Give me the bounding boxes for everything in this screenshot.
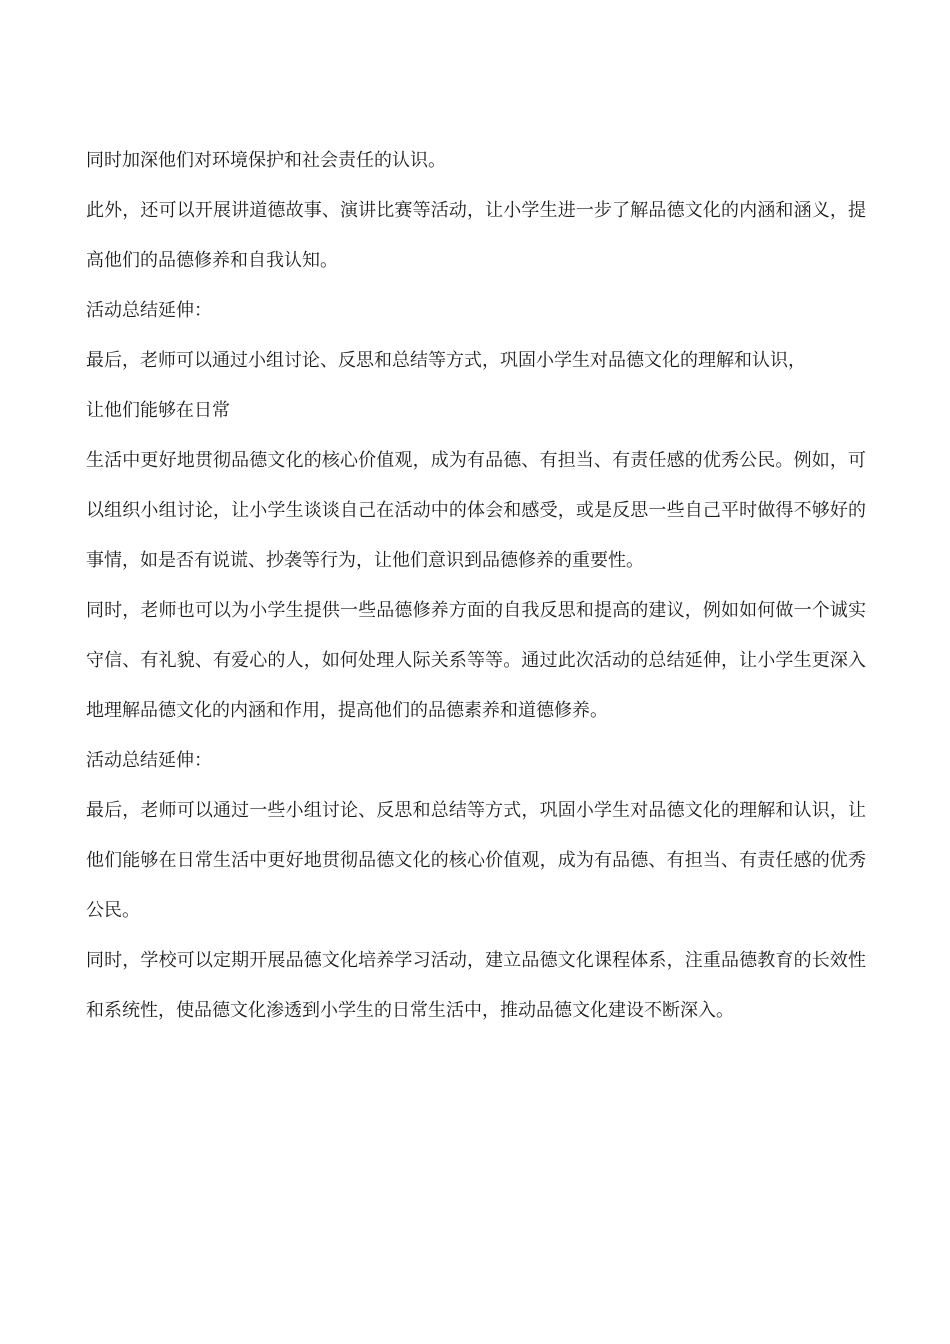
paragraph-daily-life-values: 生活中更好地贯彻品德文化的核心价值观，成为有品德、有担当、有责任感的优秀公民。例如，可以组织小组讨论，让小学生谈谈自己在活动中的体会和感受，或是反思一些自己平时做得不够好的事情，如是否有说谎、抄袭等行为，让他们意识到品德修养的重要性。 (86, 450, 866, 571)
paragraph-self-reflection-advice: 同时，老师也可以为小学生提供一些品德修养方面的自我反思和提高的建议，例如如何做一个诚实守信、有礼貌、有爱心的人，如何处理人际关系等等。通过此次活动的总结延伸，让小学生更深入地理解品德文化的内涵和作用，提高他们的品德素养和道德修养。 (86, 600, 866, 721)
document-body (86, 136, 866, 1036)
section-heading-activity-summary: 活动总结延伸： (86, 300, 212, 321)
paragraph-teacher-summary-2: 最后，老师可以通过一些小组讨论、反思和总结等方式，巩固小学生对品德文化的理解和认识，让他们能够在日常生活中更好地贯彻品德文化的核心价值观，成为有品德、有担当、有责任感的优秀公民。 (86, 800, 866, 921)
paragraph-teacher-summary: 最后，老师可以通过小组讨论、反思和总结等方式，巩固小学生对品德文化的理解和认识， 让他们能够在日常 (86, 350, 806, 421)
paragraph-environment-awareness: 同时加深他们对环境保护和社会责任的认识。 (86, 150, 446, 171)
paragraph-school-curriculum: 同时，学校可以定期开展品德文化培养学习活动，建立品德文化课程体系，注重品德教育的长效性和系统性，使品德文化渗透到小学生的日常生活中，推动品德文化建设不断深入。 (86, 950, 866, 1021)
paragraph-moral-story-activities: 此外，还可以开展讲道德故事、演讲比赛等活动，让小学生进一步了解品德文化的内涵和涵义，提高他们的品德修养和自我认知。 (86, 200, 866, 271)
section-heading-activity-summary-2: 活动总结延伸： (86, 750, 212, 771)
